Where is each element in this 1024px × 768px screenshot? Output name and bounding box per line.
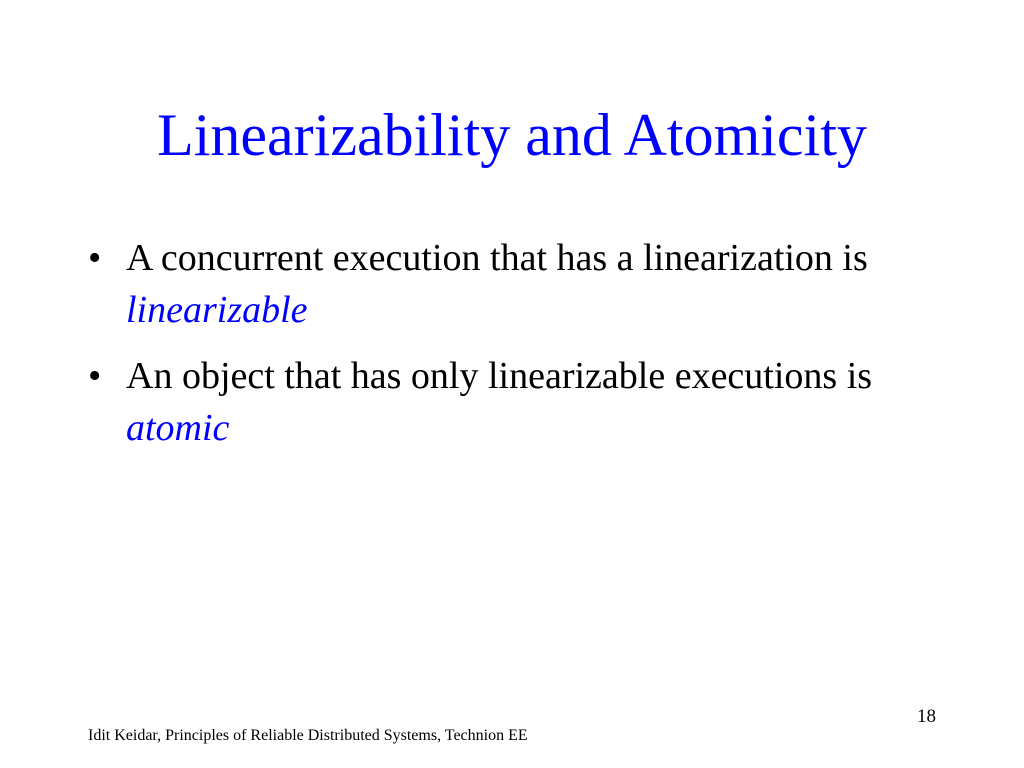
bullet-marker: • [88, 237, 102, 279]
page-number: 18 [917, 706, 936, 727]
bullet-emphasis-term: atomic [126, 407, 230, 449]
bullet-marker: • [88, 355, 102, 397]
bullet-text: A concurrent execution that has a linearization is [126, 237, 868, 279]
bullet-list [88, 232, 948, 468]
slide-title: Linearizability and Atomicity [157, 102, 867, 168]
bullet-text: An object that has only linearizable executions is [126, 355, 873, 397]
bullet-item [88, 350, 948, 454]
bullet-item [88, 232, 948, 336]
bullet-emphasis-term: linearizable [126, 289, 308, 331]
slide-footer: Idit Keidar, Principles of Reliable Distributed Systems, Technion EE [88, 727, 528, 744]
